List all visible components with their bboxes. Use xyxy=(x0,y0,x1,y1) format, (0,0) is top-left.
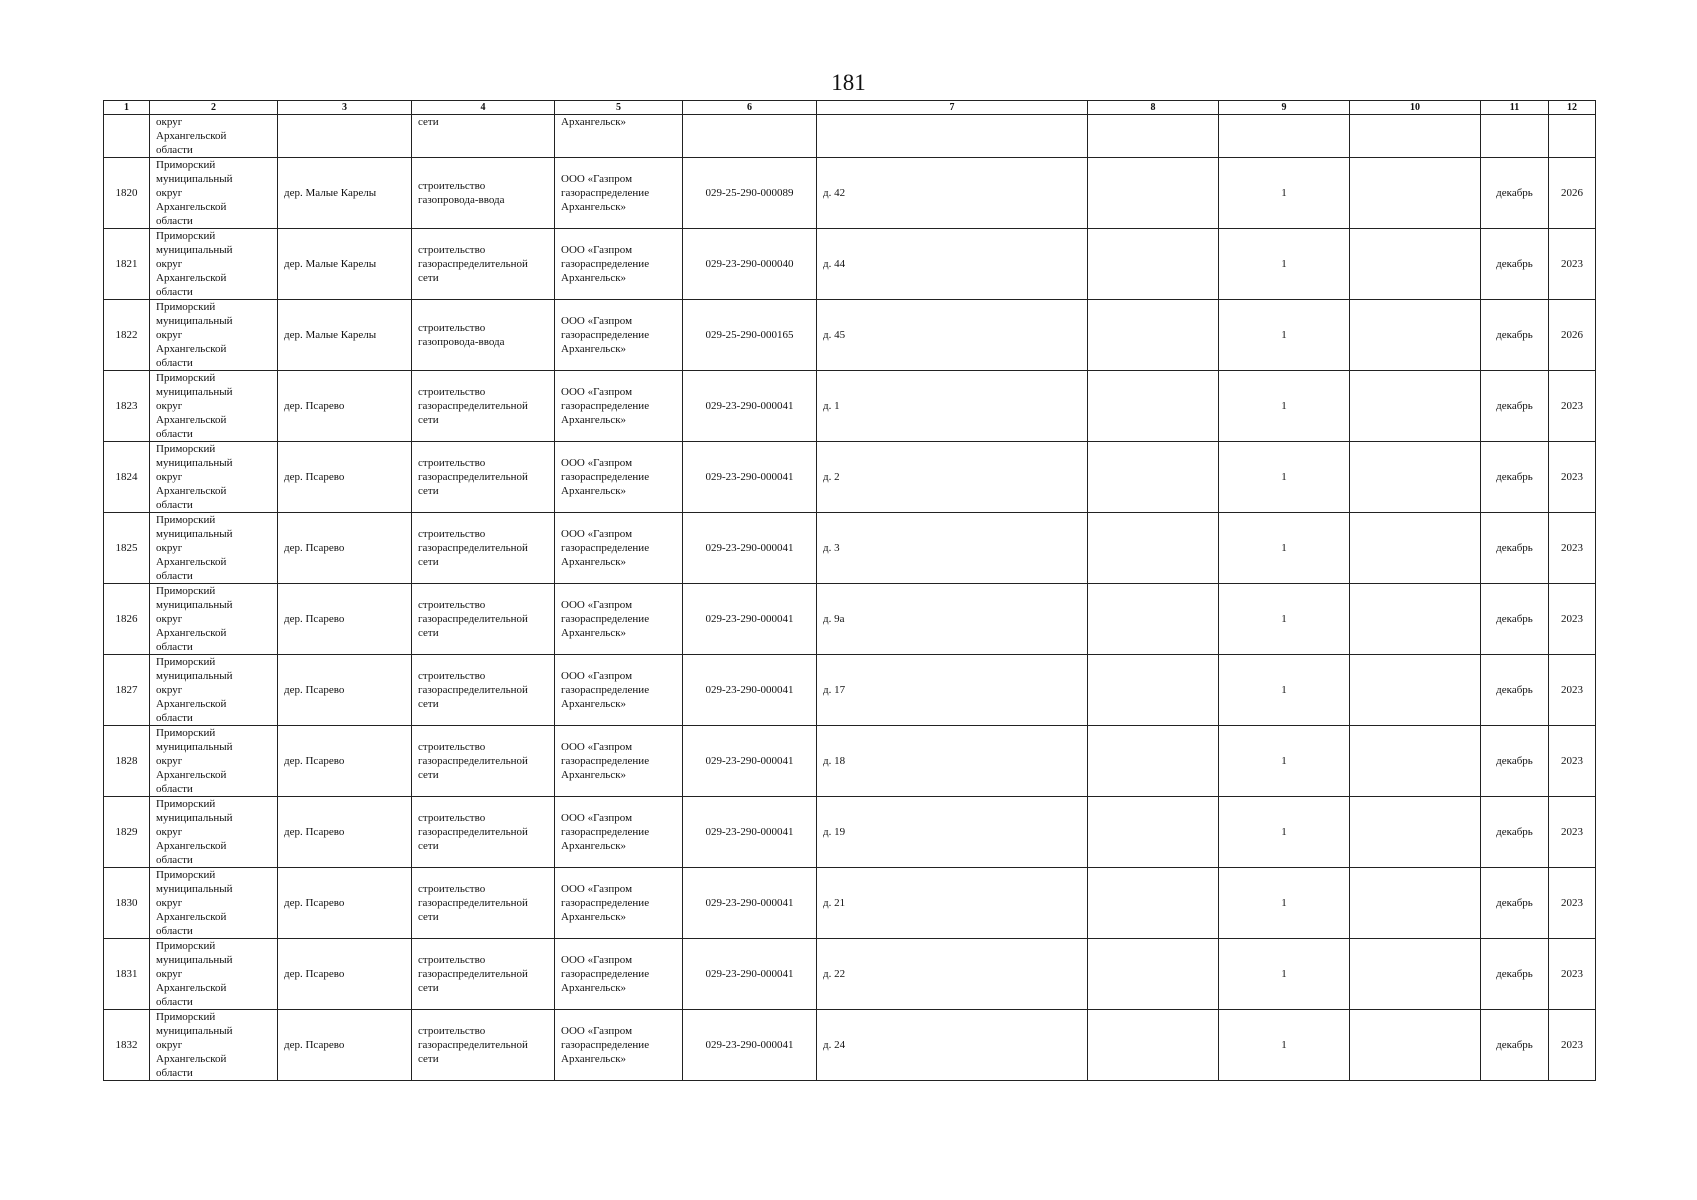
organization-cell xyxy=(555,868,683,939)
address-cell: д. 22 xyxy=(817,939,1088,1010)
address-cell: д. 9а xyxy=(817,584,1088,655)
organization-cell xyxy=(555,442,683,513)
program-code-cell: 029-23-290-000041 xyxy=(683,797,817,868)
district-cell-text: Приморский муниципальный округ Архангельской области xyxy=(156,372,233,440)
month-cell: декабрь xyxy=(1481,300,1549,371)
table-row xyxy=(104,115,1596,158)
work-type-cell-text: строительство газораспределительной сети xyxy=(418,741,528,781)
column-10-cell xyxy=(1350,229,1481,300)
district-cell xyxy=(150,797,278,868)
locality-cell: дер. Псарево xyxy=(278,655,412,726)
work-type-cell-text: строительство газораспределительной сети xyxy=(418,244,528,284)
row-number: 1821 xyxy=(104,229,150,300)
district-cell xyxy=(150,158,278,229)
column-10-cell xyxy=(1350,1010,1481,1081)
year-cell: 2023 xyxy=(1549,797,1596,868)
work-type-cell xyxy=(412,229,555,300)
district-cell xyxy=(150,939,278,1010)
table-row xyxy=(104,584,1596,655)
work-type-cell xyxy=(412,868,555,939)
column-8-cell xyxy=(1088,115,1219,158)
column-number-row xyxy=(104,101,1596,115)
work-type-cell-text: строительство газораспределительной сети xyxy=(418,954,528,994)
quantity-cell: 1 xyxy=(1219,442,1350,513)
district-cell-text: округ Архангельской области xyxy=(156,116,227,156)
work-type-cell xyxy=(412,1010,555,1081)
program-code-cell: 029-23-290-000041 xyxy=(683,726,817,797)
column-header-6: 6 xyxy=(683,101,817,115)
address-cell: д. 1 xyxy=(817,371,1088,442)
work-type-cell-text: строительство газопровода-ввода xyxy=(418,322,505,348)
locality-cell: дер. Псарево xyxy=(278,868,412,939)
address-cell: д. 3 xyxy=(817,513,1088,584)
column-10-cell xyxy=(1350,300,1481,371)
year-cell xyxy=(1549,115,1596,158)
organization-cell-text: ООО «Газпром газораспределение Архангельск» xyxy=(561,599,650,639)
program-code-cell: 029-23-290-000041 xyxy=(683,513,817,584)
district-cell-text: Приморский муниципальный округ Архангельской области xyxy=(156,656,233,724)
year-cell: 2023 xyxy=(1549,1010,1596,1081)
locality-cell: дер. Псарево xyxy=(278,584,412,655)
address-cell xyxy=(817,115,1088,158)
quantity-cell: 1 xyxy=(1219,868,1350,939)
program-code-cell: 029-23-290-000041 xyxy=(683,1010,817,1081)
work-type-cell xyxy=(412,939,555,1010)
table-row xyxy=(104,442,1596,513)
district-cell xyxy=(150,584,278,655)
work-type-cell-text: строительство газораспределительной сети xyxy=(418,1025,528,1065)
work-type-cell xyxy=(412,655,555,726)
column-10-cell xyxy=(1350,158,1481,229)
district-cell-text: Приморский муниципальный округ Архангельской области xyxy=(156,230,233,298)
column-8-cell xyxy=(1088,1010,1219,1081)
work-type-cell-text: строительство газораспределительной сети xyxy=(418,457,528,497)
column-10-cell xyxy=(1350,655,1481,726)
month-cell: декабрь xyxy=(1481,797,1549,868)
program-code-cell: 029-25-290-000089 xyxy=(683,158,817,229)
district-cell xyxy=(150,868,278,939)
district-cell-text: Приморский муниципальный округ Архангельской области xyxy=(156,514,233,582)
table-row xyxy=(104,513,1596,584)
column-10-cell xyxy=(1350,868,1481,939)
organization-cell-text: ООО «Газпром газораспределение Архангельск» xyxy=(561,670,650,710)
district-cell-text: Приморский муниципальный округ Архангельской области xyxy=(156,159,233,227)
work-type-cell xyxy=(412,371,555,442)
table-body xyxy=(104,115,1596,1081)
row-number xyxy=(104,115,150,158)
locality-cell: дер. Псарево xyxy=(278,371,412,442)
organization-cell xyxy=(555,939,683,1010)
month-cell: декабрь xyxy=(1481,371,1549,442)
organization-cell xyxy=(555,300,683,371)
organization-cell-text: ООО «Газпром газораспределение Архангельск» xyxy=(561,741,650,781)
organization-cell xyxy=(555,513,683,584)
organization-cell-text: ООО «Газпром газораспределение Архангельск» xyxy=(561,173,650,213)
month-cell: декабрь xyxy=(1481,868,1549,939)
district-cell-text: Приморский муниципальный округ Архангельской области xyxy=(156,940,233,1008)
year-cell: 2023 xyxy=(1549,939,1596,1010)
program-code-cell: 029-23-290-000041 xyxy=(683,371,817,442)
program-code-cell: 029-23-290-000041 xyxy=(683,584,817,655)
address-cell: д. 42 xyxy=(817,158,1088,229)
column-header-7: 7 xyxy=(817,101,1088,115)
program-code-cell: 029-23-290-000041 xyxy=(683,442,817,513)
work-type-cell xyxy=(412,797,555,868)
address-cell: д. 45 xyxy=(817,300,1088,371)
work-type-cell xyxy=(412,115,555,158)
column-header-10: 10 xyxy=(1350,101,1481,115)
column-header-4: 4 xyxy=(412,101,555,115)
district-cell-text: Приморский муниципальный округ Архангельской области xyxy=(156,585,233,653)
locality-cell: дер. Малые Карелы xyxy=(278,158,412,229)
program-code-cell xyxy=(683,115,817,158)
work-type-cell xyxy=(412,513,555,584)
organization-cell-text: ООО «Газпром газораспределение Архангельск» xyxy=(561,1025,650,1065)
organization-cell-text: ООО «Газпром газораспределение Архангельск» xyxy=(561,244,650,284)
column-8-cell xyxy=(1088,655,1219,726)
year-cell: 2023 xyxy=(1549,229,1596,300)
column-10-cell xyxy=(1350,939,1481,1010)
month-cell: декабрь xyxy=(1481,513,1549,584)
gasification-registry-table xyxy=(103,100,1596,1081)
column-header-9: 9 xyxy=(1219,101,1350,115)
address-cell: д. 19 xyxy=(817,797,1088,868)
locality-cell: дер. Псарево xyxy=(278,513,412,584)
district-cell-text: Приморский муниципальный округ Архангельской области xyxy=(156,869,233,937)
column-header-1: 1 xyxy=(104,101,150,115)
quantity-cell: 1 xyxy=(1219,371,1350,442)
locality-cell xyxy=(278,115,412,158)
column-10-cell xyxy=(1350,371,1481,442)
column-8-cell xyxy=(1088,584,1219,655)
locality-cell: дер. Псарево xyxy=(278,1010,412,1081)
organization-cell-text: ООО «Газпром газораспределение Архангельск» xyxy=(561,386,650,426)
organization-cell-text: ООО «Газпром газораспределение Архангельск» xyxy=(561,315,650,355)
work-type-cell-text: строительство газораспределительной сети xyxy=(418,599,528,639)
quantity-cell: 1 xyxy=(1219,513,1350,584)
row-number: 1830 xyxy=(104,868,150,939)
year-cell: 2023 xyxy=(1549,442,1596,513)
month-cell xyxy=(1481,115,1549,158)
row-number: 1822 xyxy=(104,300,150,371)
month-cell: декабрь xyxy=(1481,726,1549,797)
column-8-cell xyxy=(1088,229,1219,300)
column-8-cell xyxy=(1088,726,1219,797)
organization-cell-text: ООО «Газпром газораспределение Архангельск» xyxy=(561,954,650,994)
column-8-cell xyxy=(1088,797,1219,868)
work-type-cell-text: строительство газораспределительной сети xyxy=(418,812,528,852)
district-cell xyxy=(150,513,278,584)
quantity-cell: 1 xyxy=(1219,158,1350,229)
organization-cell xyxy=(555,726,683,797)
organization-cell-text: ООО «Газпром газораспределение Архангельск» xyxy=(561,812,650,852)
work-type-cell-text: строительство газораспределительной сети xyxy=(418,883,528,923)
row-number: 1820 xyxy=(104,158,150,229)
row-number: 1823 xyxy=(104,371,150,442)
month-cell: декабрь xyxy=(1481,655,1549,726)
address-cell: д. 18 xyxy=(817,726,1088,797)
district-cell xyxy=(150,115,278,158)
column-8-cell xyxy=(1088,513,1219,584)
district-cell xyxy=(150,442,278,513)
quantity-cell: 1 xyxy=(1219,584,1350,655)
organization-cell xyxy=(555,584,683,655)
column-10-cell xyxy=(1350,797,1481,868)
work-type-cell xyxy=(412,726,555,797)
table-row xyxy=(104,371,1596,442)
work-type-cell-text: строительство газораспределительной сети xyxy=(418,386,528,426)
table-row xyxy=(104,158,1596,229)
row-number: 1825 xyxy=(104,513,150,584)
column-8-cell xyxy=(1088,300,1219,371)
quantity-cell: 1 xyxy=(1219,939,1350,1010)
row-number: 1824 xyxy=(104,442,150,513)
locality-cell: дер. Малые Карелы xyxy=(278,300,412,371)
organization-cell xyxy=(555,229,683,300)
locality-cell: дер. Псарево xyxy=(278,726,412,797)
month-cell: декабрь xyxy=(1481,229,1549,300)
table-row xyxy=(104,300,1596,371)
district-cell xyxy=(150,726,278,797)
district-cell-text: Приморский муниципальный округ Архангельской области xyxy=(156,798,233,866)
organization-cell-text: ООО «Газпром газораспределение Архангельск» xyxy=(561,883,650,923)
row-number: 1832 xyxy=(104,1010,150,1081)
district-cell-text: Приморский муниципальный округ Архангельской области xyxy=(156,727,233,795)
address-cell: д. 17 xyxy=(817,655,1088,726)
address-cell: д. 44 xyxy=(817,229,1088,300)
organization-cell xyxy=(555,1010,683,1081)
month-cell: декабрь xyxy=(1481,939,1549,1010)
locality-cell: дер. Псарево xyxy=(278,442,412,513)
column-8-cell xyxy=(1088,442,1219,513)
month-cell: декабрь xyxy=(1481,442,1549,513)
program-code-cell: 029-23-290-000041 xyxy=(683,868,817,939)
district-cell-text: Приморский муниципальный округ Архангельской области xyxy=(156,301,233,369)
year-cell: 2023 xyxy=(1549,655,1596,726)
year-cell: 2023 xyxy=(1549,513,1596,584)
year-cell: 2023 xyxy=(1549,584,1596,655)
program-code-cell: 029-23-290-000041 xyxy=(683,655,817,726)
year-cell: 2023 xyxy=(1549,371,1596,442)
work-type-cell-text: сети xyxy=(418,116,439,128)
quantity-cell: 1 xyxy=(1219,300,1350,371)
table-row xyxy=(104,655,1596,726)
column-8-cell xyxy=(1088,371,1219,442)
column-header-12: 12 xyxy=(1549,101,1596,115)
column-8-cell xyxy=(1088,158,1219,229)
quantity-cell: 1 xyxy=(1219,1010,1350,1081)
column-10-cell xyxy=(1350,584,1481,655)
column-10-cell xyxy=(1350,442,1481,513)
organization-cell xyxy=(555,655,683,726)
year-cell: 2023 xyxy=(1549,726,1596,797)
quantity-cell: 1 xyxy=(1219,797,1350,868)
month-cell: декабрь xyxy=(1481,584,1549,655)
column-header-8: 8 xyxy=(1088,101,1219,115)
locality-cell: дер. Малые Карелы xyxy=(278,229,412,300)
month-cell: декабрь xyxy=(1481,158,1549,229)
table-row xyxy=(104,939,1596,1010)
column-8-cell xyxy=(1088,868,1219,939)
work-type-cell-text: строительство газопровода-ввода xyxy=(418,180,505,206)
work-type-cell xyxy=(412,442,555,513)
year-cell: 2023 xyxy=(1549,868,1596,939)
district-cell xyxy=(150,1010,278,1081)
district-cell-text: Приморский муниципальный округ Архангельской области xyxy=(156,443,233,511)
work-type-cell xyxy=(412,584,555,655)
organization-cell-text: Архангельск» xyxy=(561,116,627,128)
row-number: 1827 xyxy=(104,655,150,726)
organization-cell-text: ООО «Газпром газораспределение Архангельск» xyxy=(561,528,650,568)
organization-cell xyxy=(555,158,683,229)
column-header-11: 11 xyxy=(1481,101,1549,115)
table-row xyxy=(104,1010,1596,1081)
organization-cell-text: ООО «Газпром газораспределение Архангельск» xyxy=(561,457,650,497)
table-row xyxy=(104,229,1596,300)
table-row xyxy=(104,868,1596,939)
district-cell-text: Приморский муниципальный округ Архангельской области xyxy=(156,1011,233,1079)
district-cell xyxy=(150,300,278,371)
address-cell: д. 24 xyxy=(817,1010,1088,1081)
year-cell: 2026 xyxy=(1549,158,1596,229)
column-8-cell xyxy=(1088,939,1219,1010)
work-type-cell-text: строительство газораспределительной сети xyxy=(418,528,528,568)
row-number: 1831 xyxy=(104,939,150,1010)
address-cell: д. 21 xyxy=(817,868,1088,939)
work-type-cell xyxy=(412,300,555,371)
year-cell: 2026 xyxy=(1549,300,1596,371)
address-cell: д. 2 xyxy=(817,442,1088,513)
table-row xyxy=(104,797,1596,868)
row-number: 1826 xyxy=(104,584,150,655)
page-number: 181 xyxy=(831,70,866,95)
district-cell xyxy=(150,371,278,442)
district-cell xyxy=(150,655,278,726)
quantity-cell xyxy=(1219,115,1350,158)
column-10-cell xyxy=(1350,513,1481,584)
quantity-cell: 1 xyxy=(1219,726,1350,797)
table-header xyxy=(104,101,1596,115)
table-row xyxy=(104,726,1596,797)
organization-cell xyxy=(555,371,683,442)
column-10-cell xyxy=(1350,115,1481,158)
column-10-cell xyxy=(1350,726,1481,797)
work-type-cell-text: строительство газораспределительной сети xyxy=(418,670,528,710)
month-cell: декабрь xyxy=(1481,1010,1549,1081)
program-code-cell: 029-23-290-000040 xyxy=(683,229,817,300)
program-code-cell: 029-23-290-000041 xyxy=(683,939,817,1010)
district-cell xyxy=(150,229,278,300)
quantity-cell: 1 xyxy=(1219,229,1350,300)
program-code-cell: 029-25-290-000165 xyxy=(683,300,817,371)
column-header-5: 5 xyxy=(555,101,683,115)
locality-cell: дер. Псарево xyxy=(278,797,412,868)
work-type-cell xyxy=(412,158,555,229)
quantity-cell: 1 xyxy=(1219,655,1350,726)
row-number: 1829 xyxy=(104,797,150,868)
column-header-2: 2 xyxy=(150,101,278,115)
organization-cell xyxy=(555,797,683,868)
locality-cell: дер. Псарево xyxy=(278,939,412,1010)
row-number: 1828 xyxy=(104,726,150,797)
column-header-3: 3 xyxy=(278,101,412,115)
organization-cell xyxy=(555,115,683,158)
